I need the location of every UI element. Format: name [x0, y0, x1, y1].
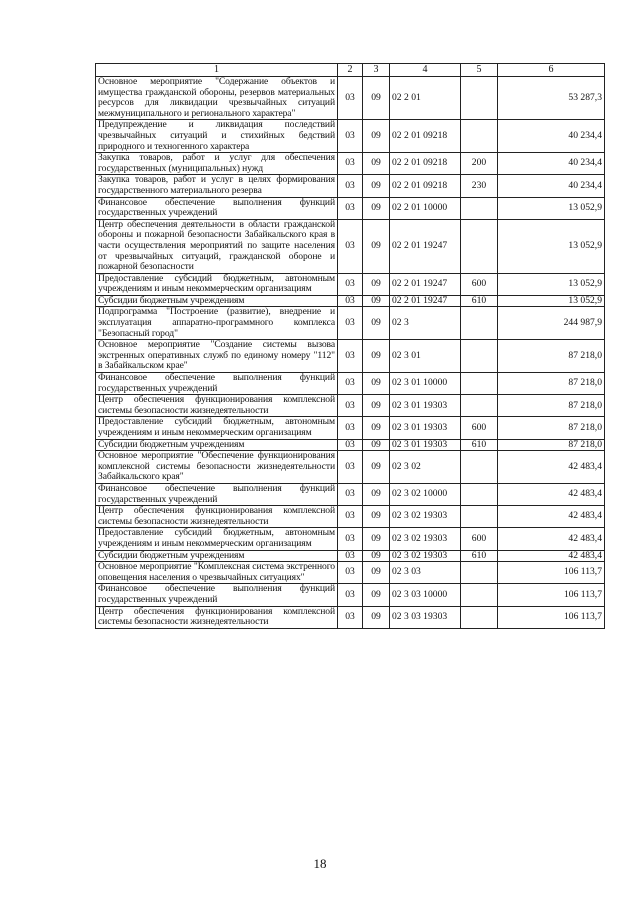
table-row — [96, 273, 605, 295]
row-section-cell: 03 — [338, 562, 363, 584]
row-subsection-cell: 09 — [363, 307, 390, 340]
row-subsection-cell: 09 — [363, 340, 390, 373]
row-subsection-cell: 09 — [363, 77, 390, 120]
row-expense-type-cell — [461, 120, 498, 153]
row-name-cell: Закупка товаров, работ и услуг в целях формирования государственного материального резерва — [96, 175, 338, 197]
row-amount-cell: 42 483,4 — [498, 506, 605, 528]
row-name-cell: Финансовое обеспечение выполнения функций государственных учреждений — [96, 197, 338, 219]
row-name-cell: Основное мероприятие "Обеспечение функционирования комплексной системы безопасности жизнедеятельности Забайкальского края" — [96, 451, 338, 484]
table-row — [96, 550, 605, 562]
row-subsection-cell: 09 — [363, 395, 390, 417]
table-row — [96, 307, 605, 340]
row-target-code-cell: 02 3 — [390, 307, 461, 340]
row-name-cell: Финансовое обеспечение выполнения функций государственных учреждений — [96, 483, 338, 505]
table-row — [96, 219, 605, 273]
row-amount-cell: 40 234,4 — [498, 153, 605, 175]
row-name-cell: Предоставление субсидий бюджетным, автономным учреждениям и иным некоммерческим организациям — [96, 273, 338, 295]
row-subsection-cell: 09 — [363, 273, 390, 295]
row-expense-type-cell: 610 — [461, 439, 498, 451]
table-row — [96, 153, 605, 175]
row-amount-cell: 42 483,4 — [498, 451, 605, 484]
row-target-code-cell: 02 2 01 19247 — [390, 295, 461, 307]
row-target-code-cell: 02 2 01 — [390, 77, 461, 120]
row-subsection-cell: 09 — [363, 295, 390, 307]
row-expense-type-cell: 610 — [461, 550, 498, 562]
row-name-cell: Закупка товаров, работ и услуг для обеспечения государственных (муниципальных) нужд — [96, 153, 338, 175]
table-row — [96, 562, 605, 584]
table-row — [96, 120, 605, 153]
row-section-cell: 03 — [338, 219, 363, 273]
table-header-row — [96, 64, 605, 77]
row-amount-cell: 244 987,9 — [498, 307, 605, 340]
header-col-5: 5 — [461, 64, 498, 77]
row-target-code-cell: 02 2 01 19247 — [390, 219, 461, 273]
row-section-cell: 03 — [338, 373, 363, 395]
row-section-cell: 03 — [338, 528, 363, 550]
row-amount-cell: 42 483,4 — [498, 483, 605, 505]
table-row — [96, 395, 605, 417]
table-row — [96, 506, 605, 528]
row-section-cell: 03 — [338, 606, 363, 628]
row-target-code-cell: 02 3 01 19303 — [390, 417, 461, 439]
row-name-cell: Центр обеспечения функционирования комплексной системы безопасности жизнедеятельности — [96, 506, 338, 528]
row-section-cell: 03 — [338, 506, 363, 528]
row-target-code-cell: 02 3 02 10000 — [390, 483, 461, 505]
header-col-3: 3 — [363, 64, 390, 77]
table-row — [96, 373, 605, 395]
row-target-code-cell: 02 2 01 09218 — [390, 153, 461, 175]
row-subsection-cell: 09 — [363, 550, 390, 562]
row-expense-type-cell: 610 — [461, 295, 498, 307]
row-target-code-cell: 02 3 01 — [390, 340, 461, 373]
row-expense-type-cell: 600 — [461, 417, 498, 439]
row-name-cell: Финансовое обеспечение выполнения функций государственных учреждений — [96, 584, 338, 606]
row-expense-type-cell — [461, 483, 498, 505]
row-subsection-cell: 09 — [363, 439, 390, 451]
row-expense-type-cell — [461, 451, 498, 484]
row-subsection-cell: 09 — [363, 175, 390, 197]
row-expense-type-cell — [461, 373, 498, 395]
row-expense-type-cell — [461, 307, 498, 340]
row-subsection-cell: 09 — [363, 197, 390, 219]
row-subsection-cell: 09 — [363, 584, 390, 606]
row-expense-type-cell — [461, 562, 498, 584]
row-target-code-cell: 02 3 02 — [390, 451, 461, 484]
table-body — [96, 77, 605, 629]
table-row — [96, 77, 605, 120]
row-amount-cell: 106 113,7 — [498, 584, 605, 606]
header-col-4: 4 — [390, 64, 461, 77]
row-section-cell: 03 — [338, 439, 363, 451]
row-amount-cell: 13 052,9 — [498, 197, 605, 219]
table-row — [96, 197, 605, 219]
row-expense-type-cell: 600 — [461, 273, 498, 295]
row-target-code-cell: 02 2 01 09218 — [390, 120, 461, 153]
row-amount-cell: 87 218,0 — [498, 417, 605, 439]
table-row — [96, 483, 605, 505]
row-amount-cell: 42 483,4 — [498, 550, 605, 562]
row-section-cell: 03 — [338, 417, 363, 439]
row-target-code-cell: 02 3 02 19303 — [390, 550, 461, 562]
row-name-cell: Центр обеспечения функционирования комплексной системы безопасности жизнедеятельности — [96, 395, 338, 417]
header-col-1: 1 — [96, 64, 338, 77]
row-amount-cell: 42 483,4 — [498, 528, 605, 550]
row-target-code-cell: 02 3 03 19303 — [390, 606, 461, 628]
row-subsection-cell: 09 — [363, 451, 390, 484]
row-amount-cell: 13 052,9 — [498, 295, 605, 307]
row-name-cell: Центр обеспечения деятельности в области гражданской обороны и пожарной безопасности Забайкальского края в части осуществления мероприятий по защите населения от чрезвычайных ситуаций, гражданской обороне и пожарной безопасности — [96, 219, 338, 273]
row-expense-type-cell: 200 — [461, 153, 498, 175]
table-row — [96, 340, 605, 373]
row-amount-cell: 87 218,0 — [498, 439, 605, 451]
row-expense-type-cell — [461, 219, 498, 273]
row-name-cell: Предоставление субсидий бюджетным, автономным учреждениям и иным некоммерческим организациям — [96, 528, 338, 550]
row-name-cell: Центр обеспечения функционирования комплексной системы безопасности жизнедеятельности — [96, 606, 338, 628]
row-section-cell: 03 — [338, 77, 363, 120]
row-name-cell: Основное мероприятие "Комплексная система экстренного оповещения населения о чрезвычайных ситуациях" — [96, 562, 338, 584]
table-row — [96, 584, 605, 606]
row-section-cell: 03 — [338, 340, 363, 373]
row-name-cell: Предоставление субсидий бюджетным, автономным учреждениям и иным некоммерческим организациям — [96, 417, 338, 439]
row-section-cell: 03 — [338, 295, 363, 307]
table-row — [96, 295, 605, 307]
row-subsection-cell: 09 — [363, 153, 390, 175]
row-name-cell: Субсидии бюджетным учреждениям — [96, 439, 338, 451]
row-expense-type-cell — [461, 77, 498, 120]
table-row — [96, 528, 605, 550]
row-section-cell: 03 — [338, 550, 363, 562]
row-target-code-cell: 02 3 02 19303 — [390, 528, 461, 550]
row-subsection-cell: 09 — [363, 606, 390, 628]
row-subsection-cell: 09 — [363, 506, 390, 528]
table-row — [96, 417, 605, 439]
row-target-code-cell: 02 3 03 10000 — [390, 584, 461, 606]
row-section-cell: 03 — [338, 307, 363, 340]
row-amount-cell: 87 218,0 — [498, 395, 605, 417]
row-name-cell: Субсидии бюджетным учреждениям — [96, 550, 338, 562]
row-amount-cell: 106 113,7 — [498, 606, 605, 628]
row-amount-cell: 87 218,0 — [498, 373, 605, 395]
row-target-code-cell: 02 3 03 — [390, 562, 461, 584]
row-expense-type-cell: 600 — [461, 528, 498, 550]
row-target-code-cell: 02 3 01 19303 — [390, 439, 461, 451]
row-target-code-cell: 02 3 01 19303 — [390, 395, 461, 417]
table-row — [96, 606, 605, 628]
row-amount-cell: 40 234,4 — [498, 175, 605, 197]
row-expense-type-cell — [461, 606, 498, 628]
row-section-cell: 03 — [338, 120, 363, 153]
row-name-cell: Подпрограмма "Построение (развитие), внедрение и эксплуатация аппаратно-программного комплекса "Безопасный город" — [96, 307, 338, 340]
row-section-cell: 03 — [338, 584, 363, 606]
row-subsection-cell: 09 — [363, 528, 390, 550]
row-section-cell: 03 — [338, 395, 363, 417]
row-amount-cell: 53 287,3 — [498, 77, 605, 120]
table-row — [96, 439, 605, 451]
row-name-cell: Финансовое обеспечение выполнения функций государственных учреждений — [96, 373, 338, 395]
row-name-cell: Субсидии бюджетным учреждениям — [96, 295, 338, 307]
row-section-cell: 03 — [338, 197, 363, 219]
row-expense-type-cell — [461, 395, 498, 417]
row-target-code-cell: 02 2 01 10000 — [390, 197, 461, 219]
budget-table — [95, 63, 605, 629]
row-section-cell: 03 — [338, 483, 363, 505]
row-amount-cell: 13 052,9 — [498, 273, 605, 295]
row-section-cell: 03 — [338, 153, 363, 175]
row-expense-type-cell — [461, 197, 498, 219]
row-amount-cell: 13 052,9 — [498, 219, 605, 273]
page-number: 18 — [313, 856, 327, 871]
row-subsection-cell: 09 — [363, 219, 390, 273]
row-expense-type-cell — [461, 506, 498, 528]
row-subsection-cell: 09 — [363, 417, 390, 439]
row-subsection-cell: 09 — [363, 120, 390, 153]
row-expense-type-cell: 230 — [461, 175, 498, 197]
row-expense-type-cell — [461, 340, 498, 373]
row-target-code-cell: 02 2 01 19247 — [390, 273, 461, 295]
row-name-cell: Основное мероприятие "Содержание объектов и имущества гражданской обороны, резервов материальных ресурсов для ликвидации чрезвычайных ситуаций межмуниципального и регионального характера" — [96, 77, 338, 120]
row-section-cell: 03 — [338, 175, 363, 197]
table-row — [96, 451, 605, 484]
row-expense-type-cell — [461, 584, 498, 606]
header-col-2: 2 — [338, 64, 363, 77]
row-amount-cell: 87 218,0 — [498, 340, 605, 373]
row-subsection-cell: 09 — [363, 373, 390, 395]
header-col-6: 6 — [498, 64, 605, 77]
row-name-cell: Основное мероприятие "Создание системы вызова экстренных оперативных служб по единому номеру "112" в Забайкальском крае" — [96, 340, 338, 373]
row-target-code-cell: 02 2 01 09218 — [390, 175, 461, 197]
table-row — [96, 175, 605, 197]
row-subsection-cell: 09 — [363, 483, 390, 505]
row-target-code-cell: 02 3 01 10000 — [390, 373, 461, 395]
row-amount-cell: 106 113,7 — [498, 562, 605, 584]
row-target-code-cell: 02 3 02 19303 — [390, 506, 461, 528]
row-subsection-cell: 09 — [363, 562, 390, 584]
row-name-cell: Предупреждение и ликвидация последствий чрезвычайных ситуаций и стихийных бедствий природного и техногенного характера — [96, 120, 338, 153]
row-section-cell: 03 — [338, 451, 363, 484]
row-section-cell: 03 — [338, 273, 363, 295]
row-amount-cell: 40 234,4 — [498, 120, 605, 153]
